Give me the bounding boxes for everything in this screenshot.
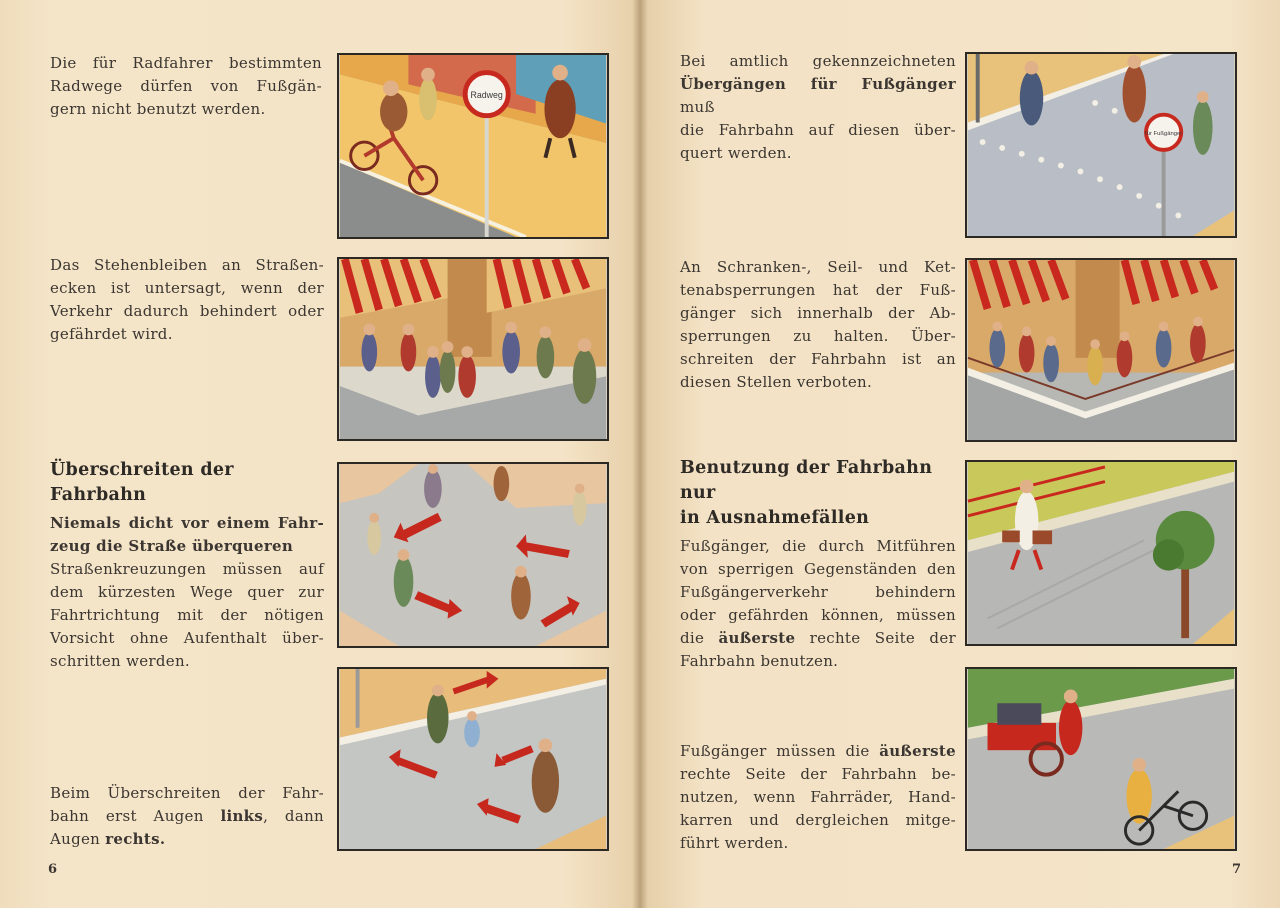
text-emphasis: rechts.	[105, 830, 166, 848]
text-line: Die für Radfahrer bestimmten	[50, 54, 322, 72]
illustration-svg	[967, 54, 1235, 236]
text-line: diesen Stellen verboten.	[680, 373, 873, 391]
text-ausnahmefaelle	[680, 456, 956, 673]
text-line-bold: Niemals dicht vor einem Fahr-	[50, 514, 324, 532]
illustration-cyclist-radweg	[337, 53, 609, 239]
text-line: rechte Seite der Fahrbahn be-	[680, 765, 956, 783]
text-fragment: muß	[680, 98, 715, 116]
text-line: Das Stehenbleiben an Straßen-	[50, 256, 324, 274]
text-handkarren	[680, 740, 956, 855]
text-line: von sperrigen Gegenständen den	[680, 560, 956, 578]
page-number: 6	[48, 862, 58, 877]
text-line	[680, 73, 956, 119]
text-line: dem kürzesten Wege quer zur	[50, 583, 324, 601]
text-line: quert werden.	[680, 144, 792, 162]
text-line	[680, 740, 956, 763]
text-line: gefährdet wird.	[50, 325, 173, 343]
text-line	[50, 828, 324, 851]
text-radwege	[50, 52, 322, 121]
illustration-pedestrian-crossing	[965, 52, 1237, 238]
text-emphasis: links	[220, 807, 264, 825]
text-uebergaenge	[680, 50, 956, 165]
text-emphasis: äußerste	[879, 742, 956, 760]
text-line: An Schranken-, Seil- und Ket-	[680, 258, 956, 276]
section-heading: in Ausnahmefällen	[680, 508, 870, 528]
sign-crossing-label: für Fußgänger	[1145, 131, 1183, 138]
page-number: 7	[1232, 862, 1242, 877]
text-line: nutzen, wenn Fahrräder, Hand-	[680, 788, 956, 806]
illustration-street-corner	[337, 257, 609, 441]
text-line: führt werden.	[680, 834, 789, 852]
illustration-crossing-arrows	[337, 462, 609, 648]
illustration-svg	[967, 669, 1235, 849]
text-augen	[50, 782, 324, 851]
section-heading: Benutzung der Fahrbahn nur	[680, 458, 933, 503]
text-fragment: rechte Seite der	[795, 629, 956, 647]
text-line: Fahrtrichtung mit der nötigen	[50, 606, 324, 624]
text-fragment: , dann	[263, 807, 324, 825]
right-page	[640, 0, 1280, 908]
book-gutter	[632, 0, 648, 908]
text-line: Vorsicht ohne Aufenthalt über-	[50, 629, 324, 647]
illustration-svg	[967, 462, 1235, 644]
illustration-barrier-corner	[965, 258, 1237, 442]
text-fragment: Augen	[50, 830, 106, 848]
text-fragment: bahn erst Augen	[50, 807, 221, 825]
text-line: gern nicht benutzt werden.	[50, 100, 266, 118]
text-ueberschreiten	[50, 458, 324, 673]
text-line: Beim Überschreiten der Fahr-	[50, 784, 324, 802]
illustration-svg	[339, 55, 607, 237]
text-line: schreiten der Fahrbahn ist an	[680, 350, 956, 368]
illustration-bulky-goods	[965, 460, 1237, 646]
illustration-svg	[339, 464, 607, 646]
illustration-svg	[967, 260, 1235, 440]
text-line: die Fahrbahn auf diesen über-	[680, 121, 956, 139]
text-line: Verkehr dadurch behindert oder	[50, 302, 324, 320]
text-line: karren und dergleichen mitge-	[680, 811, 956, 829]
text-line: tenabsperrungen hat der Fuß-	[680, 281, 956, 299]
text-line: sperrungen zu halten. Über-	[680, 327, 956, 345]
text-line	[50, 805, 324, 828]
text-emphasis: äußerste	[718, 629, 796, 647]
text-absperrungen	[680, 256, 956, 394]
illustration-handcart-bicycle	[965, 667, 1237, 851]
text-line: oder gefährden können, müssen	[680, 606, 956, 624]
text-fragment: die	[680, 629, 719, 647]
text-line: Bei amtlich gekennzeichneten	[680, 52, 956, 70]
text-line	[680, 627, 956, 650]
text-line-bold: zeug die Straße überqueren	[50, 537, 294, 555]
illustration-svg	[339, 259, 607, 439]
text-line: Radwege dürfen von Fußgän-	[50, 77, 322, 95]
sign-radweg-label: Radweg	[470, 90, 503, 101]
illustration-look-left-right	[337, 667, 609, 851]
text-emphasis: Übergängen für Fußgänger	[680, 75, 956, 93]
illustration-svg	[339, 669, 607, 849]
text-line: Fußgänger, die durch Mitführen	[680, 537, 956, 555]
text-line: Straßenkreuzungen müssen auf	[50, 560, 324, 578]
text-strassenecken	[50, 254, 324, 346]
section-heading: Überschreiten der Fahrbahn	[50, 460, 234, 505]
text-line: schritten werden.	[50, 652, 190, 670]
text-line: Fahrbahn benutzen.	[680, 652, 839, 670]
text-fragment: Fußgänger müssen die	[680, 742, 880, 760]
text-line: ecken ist untersagt, wenn der	[50, 279, 324, 297]
text-line: gänger sich innerhalb der Ab-	[680, 304, 956, 322]
text-line: Fußgängerverkehr behindern	[680, 583, 956, 601]
